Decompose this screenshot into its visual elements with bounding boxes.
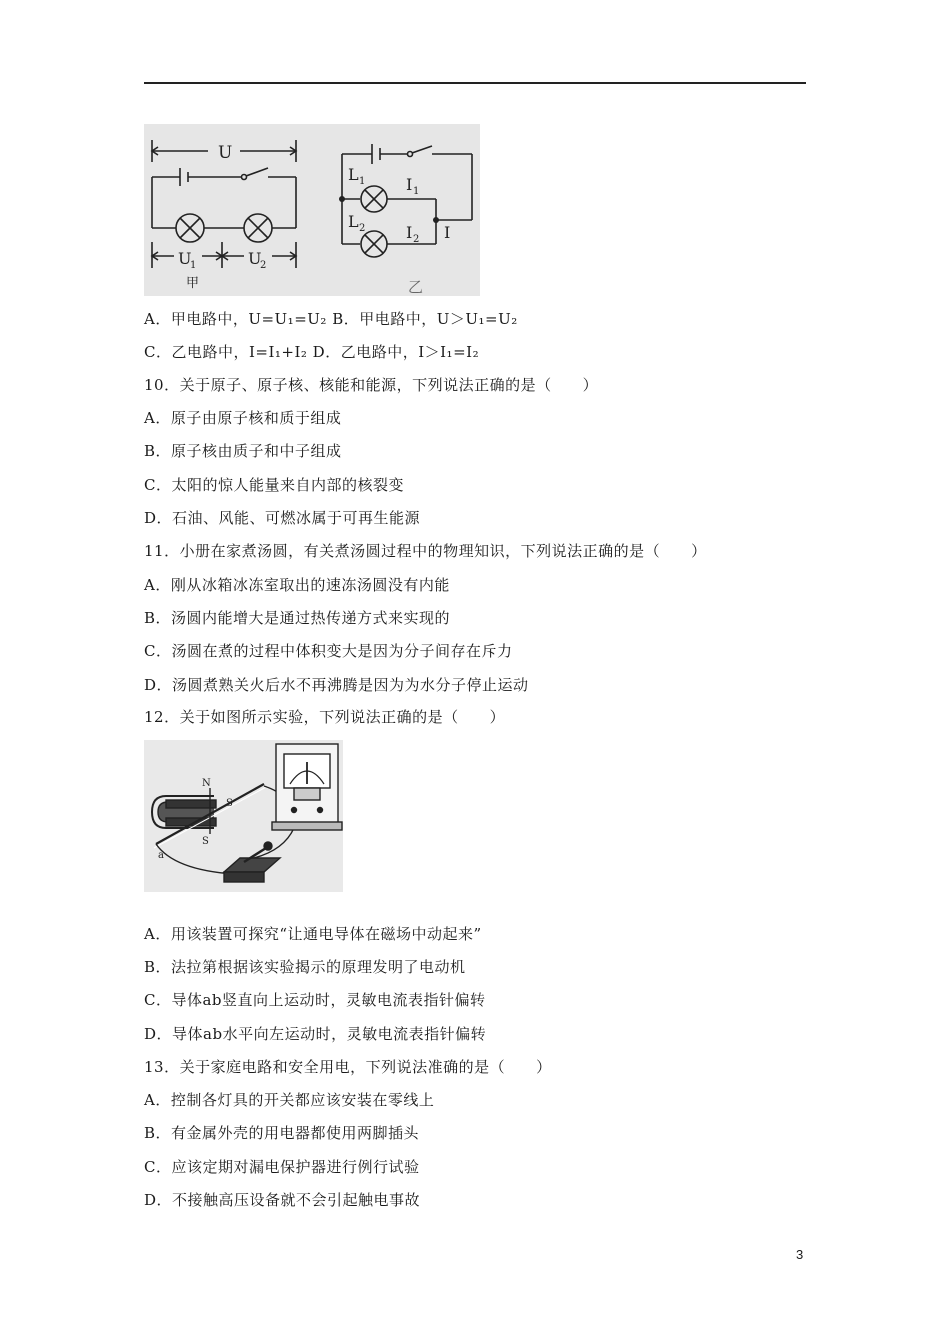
caption-yi: 乙	[408, 278, 424, 296]
q13-stem: 13．关于家庭电路和安全用电，下列说法准确的是（ ）	[144, 1058, 552, 1076]
label-a: a	[158, 850, 164, 861]
q11-option-d: D．汤圆煮熟关火后水不再沸腾是因为为水分子停止运动	[144, 676, 529, 694]
label-I2-sub: 2	[413, 234, 420, 245]
q13-option-b: B．有金属外壳的用电器都使用两脚插头	[144, 1124, 420, 1142]
q10-option-a: A．原子由原子核和质于组成	[144, 409, 342, 427]
label-U2-sub: 2	[260, 260, 267, 271]
q10-option-c: C．太阳的惊人能量来自内部的核裂变	[144, 476, 404, 494]
label-U1: U	[178, 249, 192, 268]
label-I: I	[444, 223, 451, 242]
induction-apparatus	[144, 740, 343, 892]
label-U1-sub: 1	[190, 260, 197, 271]
q13-option-d: D．不接触高压设备就不会引起触电事故	[144, 1191, 421, 1209]
q10-option-b: B．原子核由质子和中子组成	[144, 442, 342, 460]
label-L1: L	[348, 165, 359, 184]
label-L2: L	[348, 212, 359, 231]
label-S-top: S	[226, 798, 233, 809]
label-I2: I	[406, 223, 413, 242]
q12-option-a: A．用该装置可探究“让通电导体在磁场中动起来”	[144, 925, 482, 943]
label-U: U	[218, 143, 233, 163]
caption-jia: 甲	[186, 276, 200, 291]
q10-stem: 10．关于原子、原子核、核能和能源，下列说法正确的是（ ）	[144, 376, 599, 394]
label-I1-sub: 1	[413, 186, 420, 197]
header-rule	[144, 82, 806, 84]
q11-option-b: B．汤圆内能增大是通过热传递方式来实现的	[144, 609, 451, 627]
q12-option-d: D．导体ab水平向左运动时，灵敏电流表指针偏转	[144, 1025, 487, 1043]
q13-option-a: A．控制各灯具的开关都应该安装在零线上	[144, 1091, 435, 1109]
q13-option-c: C．应该定期对漏电保护器进行例行试验	[144, 1158, 420, 1176]
circuit-figure	[144, 124, 480, 296]
q9-options-ab: A．甲电路中，U=U₁=U₂ B．甲电路中，U＞U₁=U₂	[144, 310, 518, 328]
label-S-bottom: S	[202, 836, 209, 847]
circuit-diagram	[144, 124, 480, 296]
q12-option-c: C．导体ab竖直向上运动时，灵敏电流表指针偏转	[144, 991, 486, 1009]
label-U2: U	[248, 249, 262, 268]
q10-option-d: D．石油、风能、可燃冰属于可再生能源	[144, 509, 421, 527]
induction-figure	[144, 740, 343, 892]
q9-options-cd: C．乙电路中，I=I₁+I₂ D．乙电路中，I＞I₁=I₂	[144, 343, 480, 361]
q11-stem: 11．小册在家煮汤圆，有关煮汤圆过程中的物理知识，下列说法正确的是（ ）	[144, 542, 707, 560]
label-L1-sub: 1	[359, 176, 366, 187]
label-I1: I	[406, 175, 413, 194]
q11-option-c: C．汤圆在煮的过程中体积变大是因为分子间存在斥力	[144, 642, 513, 660]
label-N: N	[202, 778, 211, 789]
label-L2-sub: 2	[359, 223, 366, 234]
q12-option-b: B．法拉第根据该实验揭示的原理发明了电动机	[144, 958, 466, 976]
page-number: 3	[796, 1247, 804, 1262]
q12-stem: 12．关于如图所示实验，下列说法正确的是（ ）	[144, 708, 506, 726]
q11-option-a: A．刚从冰箱冰冻室取出的速冻汤圆没有内能	[144, 576, 450, 594]
